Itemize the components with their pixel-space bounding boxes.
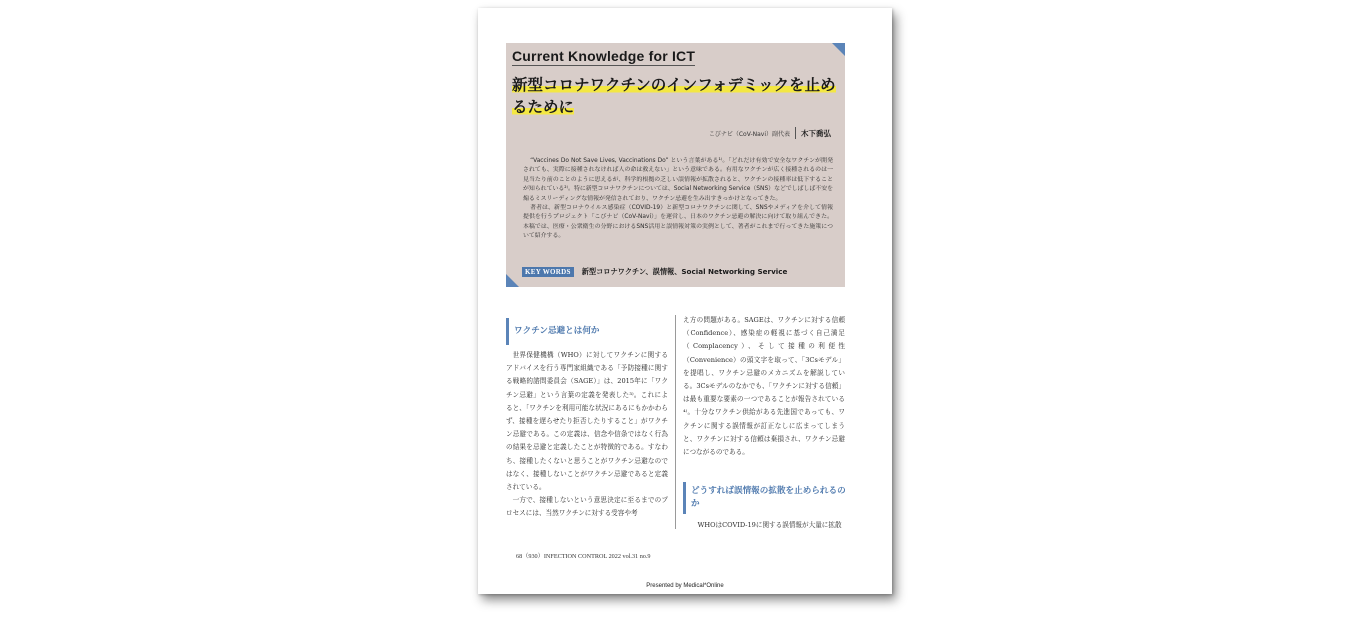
body-paragraph: WHOはCOVID-19に関する誤情報が大量に拡散 (697, 521, 842, 529)
body-paragraph: え方の問題がある。SAGEは、ワクチンに対する信頼（Confidence）、感染症の軽視に基づく自己満足（Complacency）、そして接種の利便性（Convenience）の頭文字を取って、「3Csモデル」を提唱し、ワクチン忌避のメカニズムを解説している。3Csモデルのなかでも、「ワクチンに対する信頼」は最も重要な要素の一つであることが報告されている⁴⁾。十分なワクチン供給がある先進国であっても、ワクチンに関する誤情報が訂正なしに広まってしまうと、ワクチンに対する信頼は棄損され、ワクチン忌避につながるのである。 (683, 316, 845, 457)
keywords (522, 267, 787, 277)
corner-accent-top-right (832, 43, 845, 56)
page-footer-reference: 68（930）INFECTION CONTROL 2022 vol.31 no.9 (516, 553, 651, 560)
section-heading-2 (683, 482, 851, 514)
abstract (523, 157, 833, 242)
author-line (709, 126, 831, 140)
body-paragraph: 一方で、接種しないという意思決定に至るまでのプロセスには、当然ワクチンに対する受容や考 (506, 496, 668, 518)
body-column-right (683, 314, 845, 459)
series-title: Current Knowledge for ICT (512, 48, 696, 64)
column-divider (675, 315, 676, 529)
corner-accent-bottom-left (506, 274, 519, 287)
document-page (478, 8, 892, 594)
section-heading-2-text: どうすれば誤情報の拡散を止められるのか (691, 486, 846, 509)
author-separator (795, 127, 796, 139)
author-name: 木下喬弘 (801, 128, 831, 138)
body-column-right-continued (691, 519, 845, 532)
presented-by-credit: Presented by Medical*Online (646, 583, 724, 589)
keywords-label: KEY WORDS (522, 267, 574, 277)
abstract-paragraph: “Vaccines Do Not Save Lives, Vaccinations Do” という言葉がある¹⁾。「どれだけ有効で安全なワクチンが開発されても、実際に接種されなければ人の命は救えない」という意味である。有用なワクチンが広く接種されるのは一見当たり前のことのように思えるが、科学的根拠の乏しい誤情報が拡散されると、ワクチンの接種率は低下することが知られている²⁾。特に新型コロナワクチンについては、Social Networking Service（SNS）などでしばしば不安を煽るミスリーディングな情報が発信されており、ワクチン忌避を生み出すきっかけとなってきた。 (523, 158, 833, 202)
body-column-left (506, 349, 668, 521)
article-header-box (506, 43, 845, 287)
article-title-text: 新型コロナワクチンのインフォデミックを止めるために (512, 76, 836, 116)
section-heading-1-text: ワクチン忌避とは何か (514, 326, 600, 336)
author-affiliation: こびナビ（CoV-Navi）副代表 (708, 130, 790, 138)
article-title (512, 74, 837, 118)
section-heading-1 (506, 318, 600, 345)
keywords-text: 新型コロナワクチン、誤情報、Social Networking Service (581, 267, 788, 276)
body-paragraph: 世界保健機構（WHO）に対してワクチンに関するアドバイスを行う専門家組織である「予防接種に関する戦略的諮問委員会（SAGE）」は、2015年に「ワクチン忌避」という言葉の定義を発表した³⁾。これによると、「ワクチンを利用可能な状況にあるにもかかわらず、接種を遅らせたり拒否したりすること」がワクチン忌避である。この定義は、信念や信条ではなく行為の結果を忌避と定義したことが特徴的である。すなわち、接種したくないと思うことがワクチン忌避なのではなく、接種しないことがワクチン忌避であると定義されている。 (506, 351, 668, 492)
abstract-paragraph: 著者は、新型コロナウイルス感染症（COVID-19）と新型コロナワクチンに関して、SNSやメディアを介して情報提供を行うプロジェクト「こびナビ（CoV-Navi）」を運営し、日本のワクチン忌避の解決に向けて取り組んできた。本稿では、医療・公衆衛生の分野におけるSNS活用と誤情報対策の実例として、著者がこれまで行ってきた施策について紹介する。 (523, 205, 833, 240)
